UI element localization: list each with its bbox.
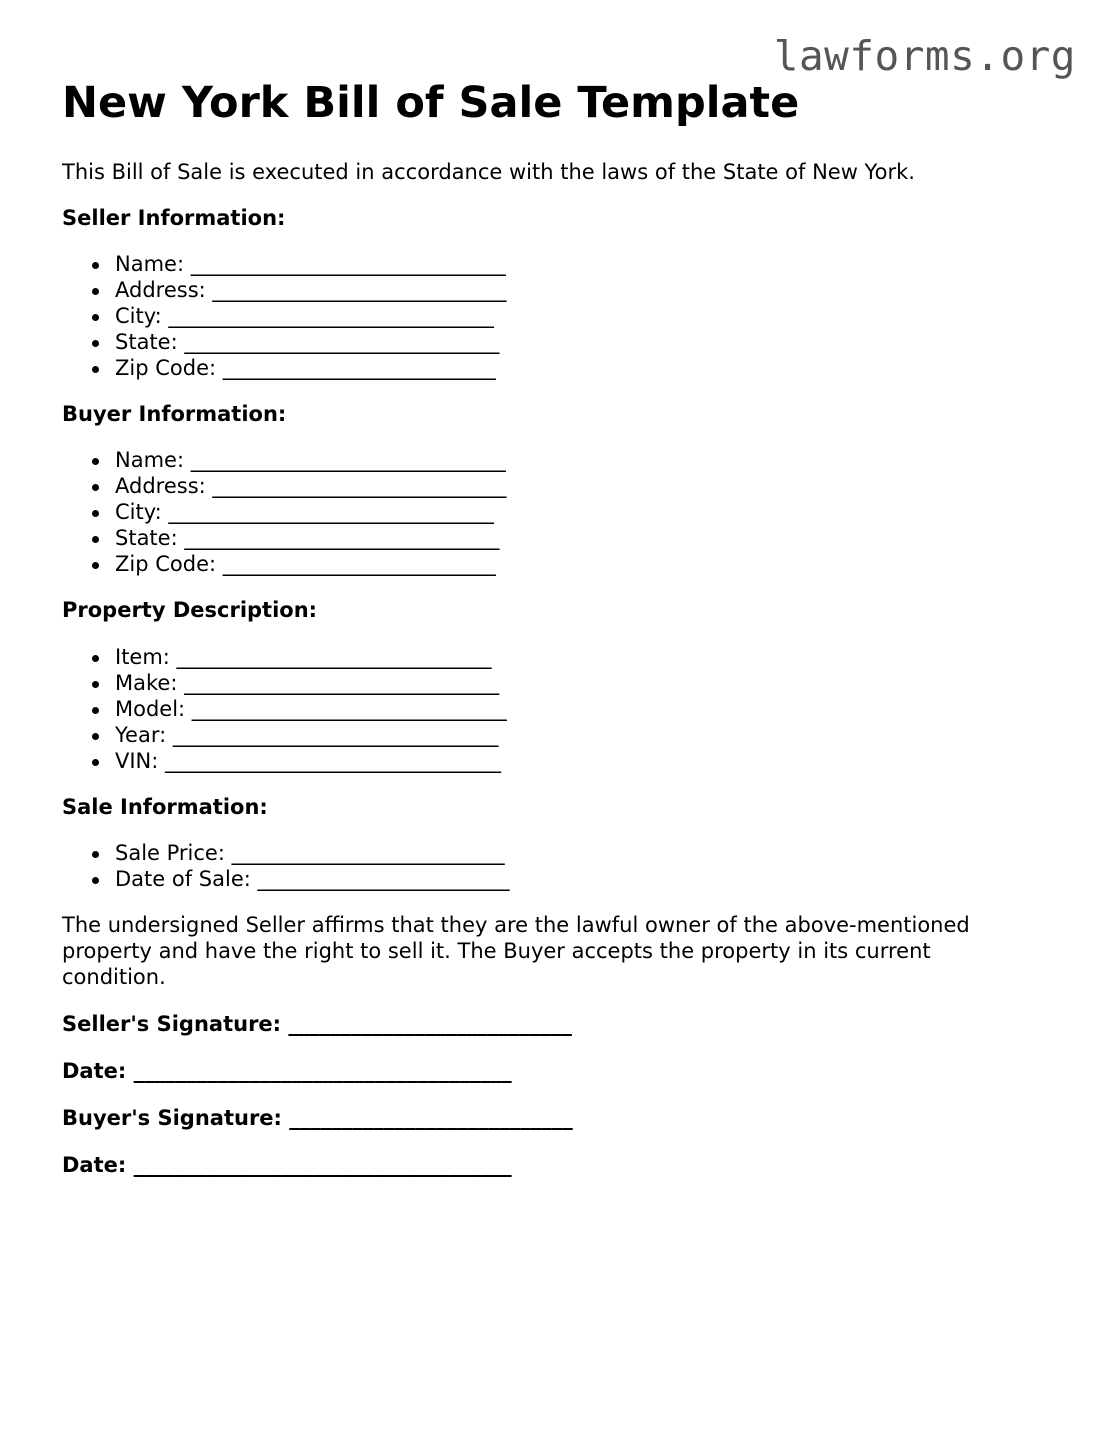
property-heading: Property Description: xyxy=(62,598,318,623)
page-title: New York Bill of Sale Template xyxy=(62,78,800,128)
buyer-heading: Buyer Information: xyxy=(62,402,287,427)
sale-price-field[interactable]: Sale Price: __________________________ xyxy=(115,840,1062,866)
sale-fields xyxy=(62,840,1062,892)
buyer-city-field[interactable]: City: _______________________________ xyxy=(115,499,1062,525)
seller-address-field[interactable]: Address: ____________________________ xyxy=(115,277,1062,303)
site-watermark: lawforms.org xyxy=(773,32,1076,80)
seller-name-field[interactable]: Name: ______________________________ xyxy=(115,251,1062,277)
seller-fields xyxy=(62,251,1062,381)
seller-city-field[interactable]: City: _______________________________ xyxy=(115,303,1062,329)
seller-heading: Seller Information: xyxy=(62,205,286,230)
property-vin-field[interactable]: VIN: ________________________________ xyxy=(115,748,1062,774)
seller-zip-field[interactable]: Zip Code: __________________________ xyxy=(115,355,1062,381)
seller-date-field[interactable]: Date: ____________________________________ xyxy=(62,1058,512,1083)
seller-signature-field[interactable]: Seller's Signature: ___________________________ xyxy=(62,1011,572,1036)
sale-section xyxy=(62,794,1062,892)
buyer-address-field[interactable]: Address: ____________________________ xyxy=(115,473,1062,499)
buyer-date-field[interactable]: Date: ____________________________________ xyxy=(62,1152,512,1177)
buyer-signature-field[interactable]: Buyer's Signature: ___________________________ xyxy=(62,1105,573,1130)
buyer-zip-field[interactable]: Zip Code: __________________________ xyxy=(115,551,1062,577)
property-make-field[interactable]: Make: ______________________________ xyxy=(115,670,1062,696)
buyer-state-field[interactable]: State: ______________________________ xyxy=(115,525,1062,551)
property-item-field[interactable]: Item: ______________________________ xyxy=(115,644,1062,670)
closing-paragraph: The undersigned Seller affirms that they are the lawful owner of the above-mentioned property and have the right to sell it. The Buyer accepts the property in its current condition. xyxy=(62,912,970,989)
intro-paragraph: This Bill of Sale is executed in accordance with the laws of the State of New York. xyxy=(62,159,915,184)
property-section xyxy=(62,597,1062,773)
seller-section xyxy=(62,205,1062,381)
buyer-section xyxy=(62,401,1062,577)
property-fields xyxy=(62,644,1062,774)
document-body xyxy=(62,78,1062,1178)
sale-heading: Sale Information: xyxy=(62,794,268,819)
sale-date-field[interactable]: Date of Sale: ________________________ xyxy=(115,866,1062,892)
seller-state-field[interactable]: State: ______________________________ xyxy=(115,329,1062,355)
property-year-field[interactable]: Year: _______________________________ xyxy=(115,722,1062,748)
buyer-fields xyxy=(62,447,1062,577)
property-model-field[interactable]: Model: ______________________________ xyxy=(115,696,1062,722)
buyer-name-field[interactable]: Name: ______________________________ xyxy=(115,447,1062,473)
